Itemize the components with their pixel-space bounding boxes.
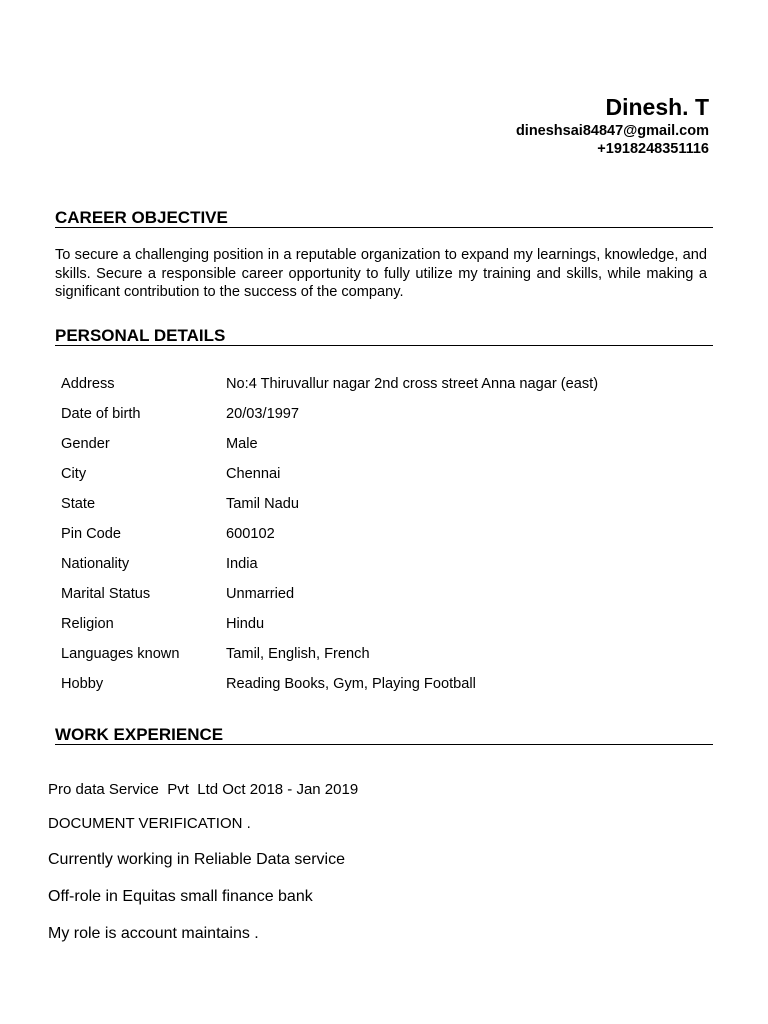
detail-label: Languages known — [61, 646, 180, 662]
phone-text: +1918248351116 — [597, 141, 709, 157]
detail-value: Unmarried — [226, 586, 295, 602]
detail-value: 600102 — [226, 526, 275, 542]
work-line: DOCUMENT VERIFICATION . — [48, 815, 251, 832]
detail-label: State — [61, 496, 96, 512]
detail-label: Date of birth — [61, 406, 141, 422]
resume-header — [516, 92, 709, 158]
detail-value: Tamil Nadu — [226, 496, 299, 512]
detail-label: Pin Code — [61, 526, 122, 542]
detail-value: Chennai — [226, 466, 281, 482]
detail-value: No:4 Thiruvallur nagar 2nd cross street Anna nagar (east) — [226, 376, 599, 392]
detail-row-gender — [61, 429, 701, 459]
detail-label: Marital Status — [61, 586, 151, 602]
work-experience-heading: WORK EXPERIENCE — [55, 725, 713, 745]
detail-value: Hindu — [226, 616, 265, 632]
personal-details-table — [61, 369, 701, 699]
detail-row-date-of-birth — [61, 399, 701, 429]
work-line: My role is account maintains . — [48, 925, 259, 942]
detail-row-pin-code — [61, 519, 701, 549]
work-line: Pro data Service Pvt Ltd Oct 2018 - Jan 2019 — [48, 781, 359, 798]
detail-row-address — [61, 369, 701, 399]
detail-value: 20/03/1997 — [226, 406, 300, 422]
detail-value: Male — [226, 436, 258, 452]
personal-details-heading: PERSONAL DETAILS — [55, 326, 713, 346]
detail-row-religion — [61, 609, 701, 639]
work-line: Currently working in Reliable Data service — [48, 851, 346, 868]
detail-row-hobby — [61, 669, 701, 699]
work-line: Off-role in Equitas small finance bank — [48, 888, 313, 905]
detail-label: City — [61, 466, 87, 482]
candidate-name: Dinesh. T — [605, 94, 709, 120]
detail-label: Gender — [61, 436, 110, 452]
detail-row-city — [61, 459, 701, 489]
detail-value: Reading Books, Gym, Playing Football — [226, 676, 476, 692]
career-objective-text: To secure a challenging position in a reputable organization to expand my learnings, knowledge, and skills. Secure a responsible career opportunity to fully utilize my training and skills, while making a significant contribution to the success of the company. — [55, 247, 707, 300]
career-objective-heading: CAREER OBJECTIVE — [55, 208, 713, 228]
detail-value: Tamil, English, French — [226, 646, 370, 662]
email-text: dineshsai84847@gmail.com — [515, 123, 709, 139]
detail-row-marital-status — [61, 579, 701, 609]
detail-label: Hobby — [61, 676, 104, 692]
detail-row-state — [61, 489, 701, 519]
detail-row-languages-known — [61, 639, 701, 669]
detail-label: Religion — [61, 616, 114, 632]
detail-row-nationality — [61, 549, 701, 579]
detail-label: Nationality — [61, 556, 130, 572]
detail-value: India — [226, 556, 258, 572]
detail-label: Address — [61, 376, 115, 392]
